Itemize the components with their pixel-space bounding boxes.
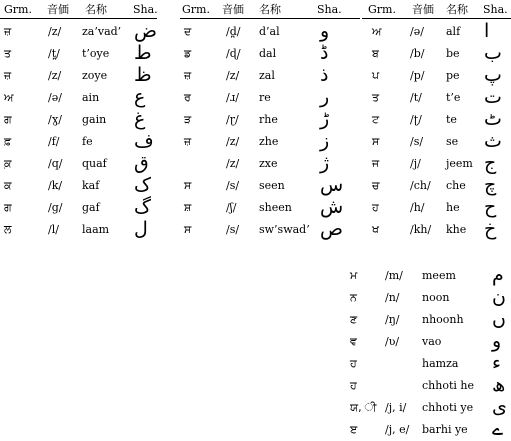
ipa-cell: /kh/ xyxy=(410,223,432,236)
shahmukhi-cell: ج xyxy=(484,152,497,174)
grm-cell: ਵ xyxy=(350,335,357,348)
grm-cell: ਗ xyxy=(4,113,12,126)
grm-cell: ਮ xyxy=(350,269,358,282)
shahmukhi-cell: ص xyxy=(320,218,343,240)
header-grm: Grm. xyxy=(182,3,210,16)
name-cell: se xyxy=(446,135,459,148)
shahmukhi-cell: ث xyxy=(484,130,502,152)
ipa-cell: /j/ xyxy=(410,157,421,170)
header-row xyxy=(180,0,360,17)
name-cell: za’vad’ xyxy=(82,25,122,38)
shahmukhi-cell: و xyxy=(492,330,502,352)
table-row xyxy=(362,87,511,109)
shahmukhi-cell: ڑ xyxy=(320,108,330,130)
name-cell: seen xyxy=(259,179,285,192)
table-row xyxy=(0,131,157,153)
name-cell: gaf xyxy=(82,201,100,214)
header-name: 名称 xyxy=(446,3,468,16)
grm-cell: ਜ਼ xyxy=(4,69,12,82)
shahmukhi-cell: پ xyxy=(484,64,502,86)
table-row xyxy=(362,197,511,219)
ipa-cell: /ʋ/ xyxy=(385,335,400,348)
grm-cell: ਲ xyxy=(4,223,12,236)
grm-cell: ਨ xyxy=(350,291,357,304)
grm-cell: ਸ xyxy=(184,223,192,236)
name-cell: zhe xyxy=(259,135,279,148)
shahmukhi-cell: ل xyxy=(134,218,148,240)
table-row xyxy=(362,131,511,153)
shahmukhi-cell: ا xyxy=(484,20,490,42)
name-cell: meem xyxy=(422,269,456,282)
header-sha: Sha. xyxy=(133,3,158,16)
ipa-cell: /z/ xyxy=(48,25,62,38)
header-rule xyxy=(180,18,360,19)
shahmukhi-cell: ک xyxy=(134,174,152,196)
table-row xyxy=(0,65,157,87)
ipa-cell: /z/ xyxy=(226,157,240,170)
ipa-cell: /t̪/ xyxy=(48,47,60,60)
name-cell: che xyxy=(446,179,466,192)
name-cell: he xyxy=(446,201,460,214)
table-column-2 xyxy=(180,0,360,241)
ipa-cell: /s/ xyxy=(226,223,240,236)
ipa-cell: /z/ xyxy=(48,69,62,82)
ipa-cell: /p/ xyxy=(410,69,425,82)
ipa-cell: /ʈ/ xyxy=(410,113,422,126)
ipa-cell: /ch/ xyxy=(410,179,431,192)
table-row xyxy=(0,87,157,109)
grm-cell: ਜ਼ xyxy=(184,69,192,82)
table-row xyxy=(180,219,360,241)
name-cell: zxe xyxy=(259,157,278,170)
ipa-cell: /ɣ/ xyxy=(48,113,63,126)
shahmukhi-cell: ز xyxy=(320,130,330,152)
name-cell: vao xyxy=(422,335,442,348)
grm-cell: ੜ xyxy=(184,113,192,126)
grm-cell: ਅ xyxy=(4,91,14,104)
table-row xyxy=(180,197,360,219)
grm-cell: ਖ xyxy=(372,223,379,236)
grm-cell: ਰ xyxy=(184,91,191,104)
table-row xyxy=(180,131,360,153)
name-cell: barhi ye xyxy=(422,423,468,436)
grm-cell: ਪ xyxy=(372,69,380,82)
ipa-cell: /z/ xyxy=(226,135,240,148)
grm-cell: ਡ xyxy=(184,47,192,60)
grm-cell: ੲ xyxy=(350,423,358,436)
name-cell: alf xyxy=(446,25,461,38)
grm-cell: ਸ xyxy=(372,135,380,148)
ipa-cell: /h/ xyxy=(410,201,425,214)
header-grm: Grm. xyxy=(4,3,32,16)
table-row xyxy=(0,219,157,241)
name-cell: te xyxy=(446,113,457,126)
name-cell: khe xyxy=(446,223,467,236)
ipa-cell: /q/ xyxy=(48,157,63,170)
header-rule xyxy=(362,18,511,19)
name-cell: nhoonh xyxy=(422,313,464,326)
shahmukhi-cell: ے xyxy=(492,418,504,440)
grm-cell: ਜ਼ xyxy=(184,135,192,148)
grm-cell: ਯ, ੀ xyxy=(350,401,377,414)
ipa-cell: /ŋ/ xyxy=(385,313,400,326)
name-cell: t’oye xyxy=(82,47,110,60)
ipa-cell: /z/ xyxy=(226,69,240,82)
name-cell: sheen xyxy=(259,201,292,214)
ipa-cell: /d̪/ xyxy=(226,25,241,38)
table-row xyxy=(362,43,511,65)
name-cell: noon xyxy=(422,291,450,304)
shahmukhi-cell: ع xyxy=(134,86,146,108)
ipa-cell: /b/ xyxy=(410,47,425,60)
table-row xyxy=(180,175,360,197)
grm-cell: ਜ xyxy=(372,157,380,170)
name-cell: kaf xyxy=(82,179,100,192)
grm-cell: ਣ xyxy=(350,313,358,326)
table-row xyxy=(362,21,511,43)
ipa-cell: /ʃ/ xyxy=(226,201,237,214)
name-cell: quaf xyxy=(82,157,107,170)
shahmukhi-cell: س xyxy=(320,174,344,196)
grm-cell: ਹ xyxy=(350,357,357,370)
header-sha: Sha. xyxy=(483,3,508,16)
shahmukhi-cell: ف xyxy=(134,130,154,152)
name-cell: zoye xyxy=(82,69,108,82)
shahmukhi-cell: گ xyxy=(134,196,152,218)
grm-cell: ਹ xyxy=(350,379,357,392)
table-column-1 xyxy=(0,0,157,241)
table-column-3 xyxy=(362,0,511,241)
header-sha: Sha. xyxy=(317,3,342,16)
header-name: 名称 xyxy=(85,3,107,16)
table-row xyxy=(0,43,157,65)
ipa-cell: /s/ xyxy=(410,135,424,148)
shahmukhi-cell: ر xyxy=(320,86,330,108)
ipa-cell: /n/ xyxy=(385,291,400,304)
name-cell: hamza xyxy=(422,357,459,370)
table-row xyxy=(180,109,360,131)
name-cell: t’e xyxy=(446,91,461,104)
table-row xyxy=(340,353,511,375)
shahmukhi-cell: ھ xyxy=(492,374,506,396)
table-row xyxy=(180,153,360,175)
table-row xyxy=(362,219,511,241)
ipa-cell: /f/ xyxy=(48,135,60,148)
grm-cell: ਜ਼ xyxy=(4,25,12,38)
grm-cell: ਸ਼ xyxy=(184,201,192,214)
name-cell: dal xyxy=(259,47,277,60)
table-column-4 xyxy=(340,265,511,441)
shahmukhi-cell: ٹ xyxy=(484,108,502,130)
shahmukhi-cell: ن xyxy=(492,286,506,308)
shahmukhi-cell: ی xyxy=(492,396,507,418)
ipa-cell: /g/ xyxy=(48,201,63,214)
table-row xyxy=(340,331,511,353)
name-cell: jeem xyxy=(446,157,473,170)
shahmukhi-cell: ذ xyxy=(320,64,329,86)
ipa-cell: /t/ xyxy=(410,91,422,104)
table-row xyxy=(340,419,511,441)
grm-cell: ਫ਼ xyxy=(4,135,12,148)
grm-cell: ਦ xyxy=(184,25,192,38)
shahmukhi-cell: ش xyxy=(320,196,344,218)
table-row xyxy=(362,175,511,197)
table-row xyxy=(340,375,511,397)
name-cell: rhe xyxy=(259,113,278,126)
grm-cell: ਕ xyxy=(4,179,12,192)
name-cell: chhoti ye xyxy=(422,401,474,414)
shahmukhi-cell: ڈ xyxy=(320,42,329,64)
table-row xyxy=(180,65,360,87)
name-cell: be xyxy=(446,47,460,60)
shahmukhi-cell: چ xyxy=(484,174,497,196)
table-row xyxy=(0,109,157,131)
ipa-cell: /m/ xyxy=(385,269,403,282)
table-row xyxy=(362,153,511,175)
grm-cell: ਸ xyxy=(184,179,192,192)
table-row xyxy=(362,109,511,131)
shahmukhi-cell: ح xyxy=(484,196,497,218)
ipa-cell: /ə/ xyxy=(48,91,62,104)
header-rule xyxy=(0,18,157,19)
name-cell: ain xyxy=(82,91,100,104)
shahmukhi-cell: ء xyxy=(492,352,501,374)
shahmukhi-cell: ب xyxy=(484,42,502,64)
table-row xyxy=(340,265,511,287)
shahmukhi-cell: ط xyxy=(134,42,152,64)
ipa-cell: /ɖ/ xyxy=(226,47,241,60)
ipa-cell: /ɹ/ xyxy=(226,91,239,104)
name-cell: fe xyxy=(82,135,93,148)
header-ipa: 音価 xyxy=(47,3,69,16)
header-row xyxy=(0,0,157,17)
table-row xyxy=(340,397,511,419)
shahmukhi-cell: ں xyxy=(492,308,506,330)
table-row xyxy=(180,21,360,43)
ipa-cell: /j, i/ xyxy=(385,401,407,414)
grm-cell: ਤ xyxy=(372,91,380,104)
header-ipa: 音価 xyxy=(412,3,434,16)
grm-cell: ਕ਼ xyxy=(4,157,12,170)
shahmukhi-cell: ظ xyxy=(134,64,152,86)
ipa-cell: /s/ xyxy=(226,179,240,192)
shahmukhi-cell: و xyxy=(320,20,330,42)
table-row xyxy=(362,65,511,87)
ipa-cell: /ɽ/ xyxy=(226,113,239,126)
shahmukhi-cell: ت xyxy=(484,86,502,108)
header-name: 名称 xyxy=(259,3,281,16)
ipa-cell: /k/ xyxy=(48,179,63,192)
grm-cell: ਹ xyxy=(372,201,379,214)
name-cell: pe xyxy=(446,69,460,82)
grm-cell: ਬ xyxy=(372,47,379,60)
shahmukhi-cell: ژ xyxy=(320,152,330,174)
table-row xyxy=(340,287,511,309)
ipa-cell: /ə/ xyxy=(410,25,424,38)
name-cell: d’al xyxy=(259,25,280,38)
table-row xyxy=(0,153,157,175)
grm-cell: ਚ xyxy=(372,179,380,192)
table-row xyxy=(340,309,511,331)
name-cell: gain xyxy=(82,113,107,126)
name-cell: laam xyxy=(82,223,110,236)
table-row xyxy=(0,21,157,43)
ipa-cell: /j, e/ xyxy=(385,423,410,436)
ipa-cell: /l/ xyxy=(48,223,59,236)
grm-cell: ਤ xyxy=(4,47,12,60)
header-grm: Grm. xyxy=(368,3,396,16)
grm-cell: ਗ xyxy=(4,201,12,214)
grm-cell: ਟ xyxy=(372,113,380,126)
shahmukhi-cell: م xyxy=(492,264,504,286)
shahmukhi-cell: خ xyxy=(484,218,497,240)
name-cell: sw’swad’ xyxy=(259,223,310,236)
grm-cell: ਅ xyxy=(372,25,382,38)
shahmukhi-cell: ض xyxy=(134,20,157,42)
shahmukhi-cell: ق xyxy=(134,152,149,174)
table-row xyxy=(0,197,157,219)
name-cell: zal xyxy=(259,69,275,82)
table-row xyxy=(0,175,157,197)
shahmukhi-cell: غ xyxy=(134,108,146,130)
table-row xyxy=(180,43,360,65)
header-row xyxy=(362,0,511,17)
name-cell: chhoti he xyxy=(422,379,474,392)
header-ipa: 音価 xyxy=(222,3,244,16)
name-cell: re xyxy=(259,91,271,104)
table-row xyxy=(180,87,360,109)
